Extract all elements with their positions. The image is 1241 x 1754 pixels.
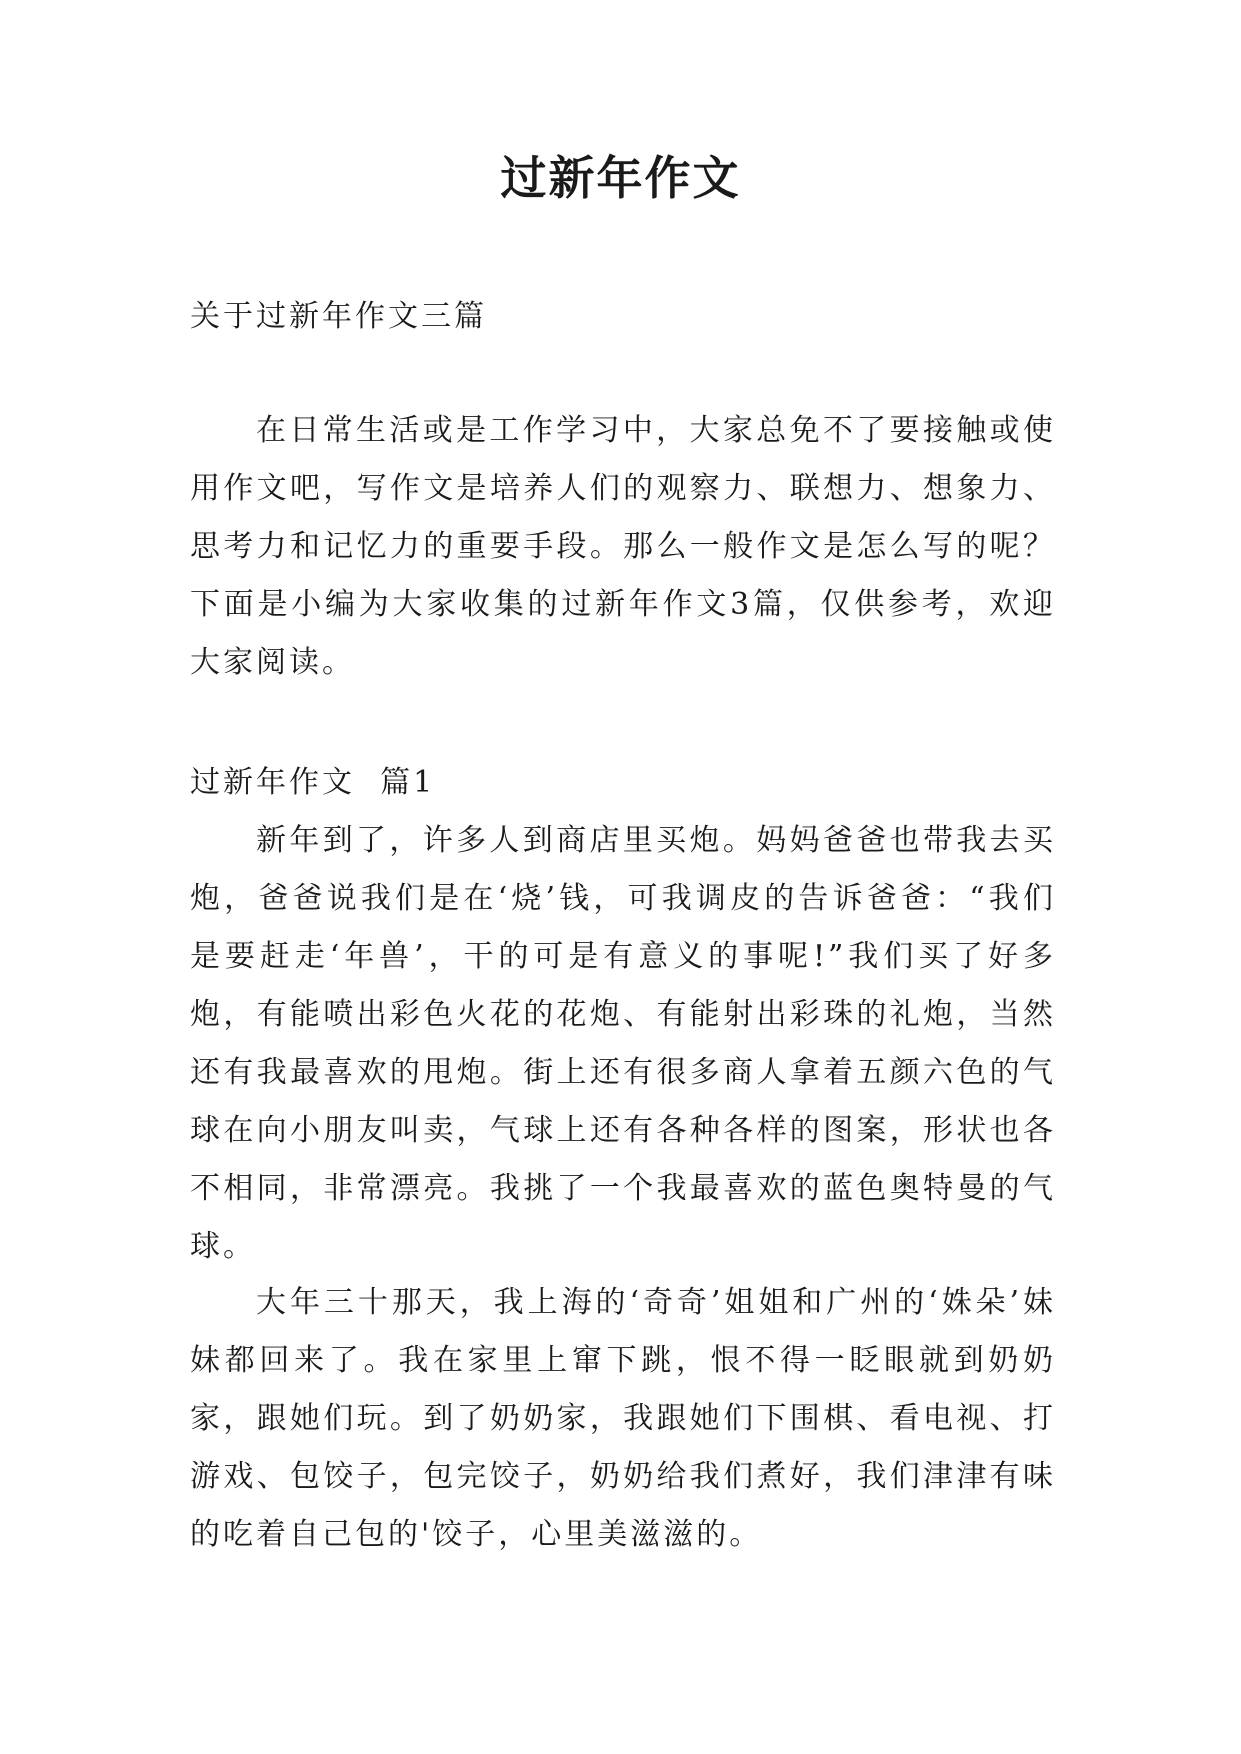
section-heading: 过新年作文 篇1 bbox=[190, 765, 436, 800]
document-subtitle: 关于过新年作文三篇 bbox=[190, 299, 487, 334]
body-paragraph-1: 新年到了，许多人到商店里买炮。妈妈爸爸也带我去买炮，爸爸说我们是在‘烧’钱，可我调皮的告诉爸爸：“我们是要赶走‘年兽’，干的可是有意义的事呢!”我们买了好多炮，有能喷出彩色火花的花炮、有能射出彩珠的礼炮，当然还有我最喜欢的甩炮。街上还有很多商人拿着五颜六色的气球在向小朋友叫卖，气球上还有各种各样的图案，形状也各不相同，非常漂亮。我挑了一个我最喜欢的蓝色奥特曼的气球。 bbox=[190, 823, 1056, 1264]
body-paragraph-2: 大年三十那天，我上海的‘奇奇’姐姐和广州的‘姝朵’妹妹都回来了。我在家里上窜下跳，恨不得一眨眼就到奶奶家，跟她们玩。到了奶奶家，我跟她们下围棋、看电视、打游戏、包饺子，包完饺子，奶奶给我们煮好，我们津津有味的吃着自己包的'饺子，心里美滋滋的。 bbox=[190, 1285, 1056, 1552]
intro-paragraph: 在日常生活或是工作学习中，大家总免不了要接触或使用作文吧，写作文是培养人们的观察力、联想力、想象力、思考力和记忆力的重要手段。那么一般作文是怎么写的呢？下面是小编为大家收集的过新年作文3篇，仅供参考，欢迎大家阅读。 bbox=[190, 413, 1056, 680]
document-title: 过新年作文 bbox=[500, 151, 741, 205]
